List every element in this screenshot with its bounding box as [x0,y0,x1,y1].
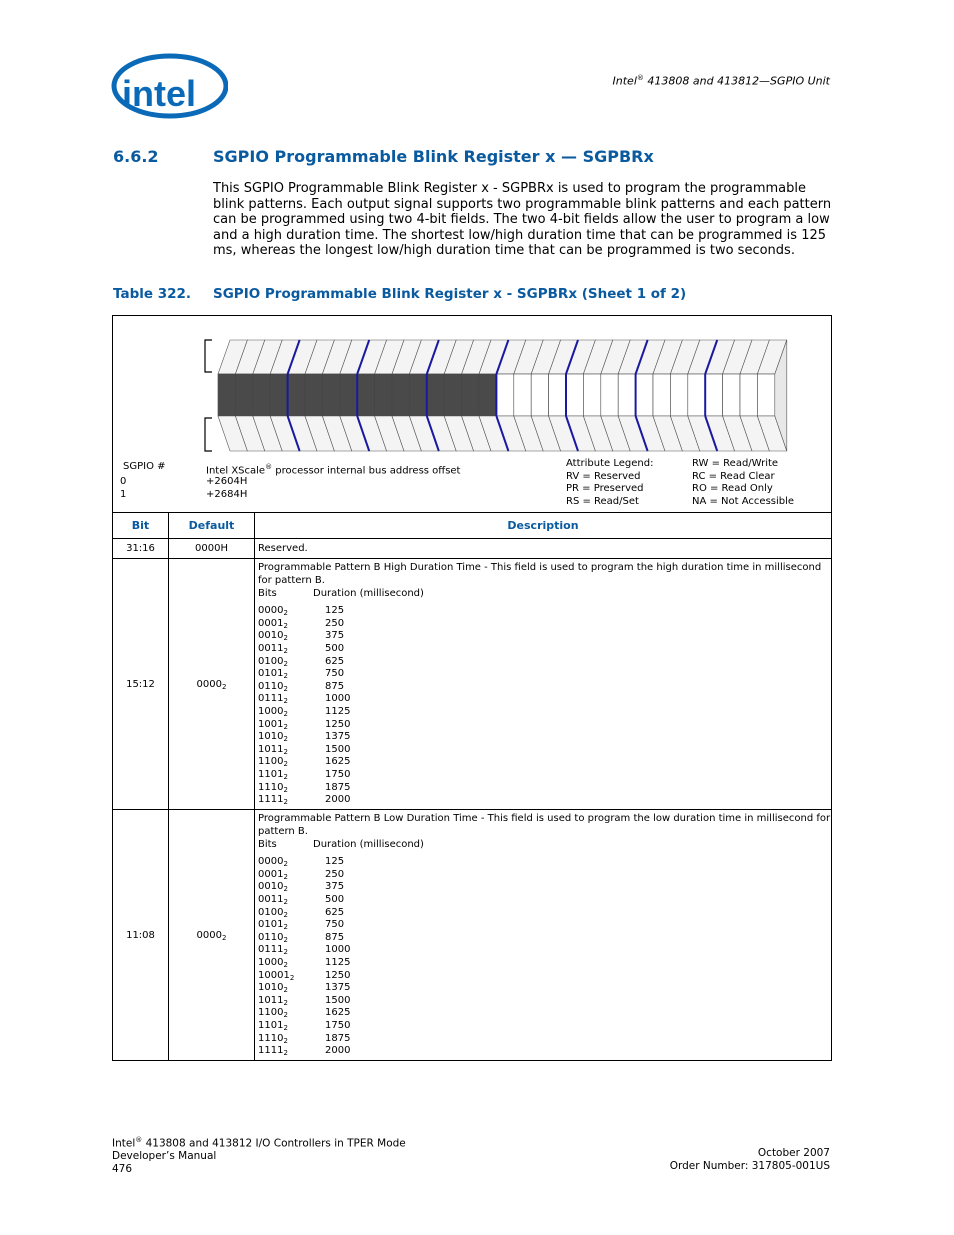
bit-cell [740,374,757,416]
duration-row: $0111_2$ 1000 [258,944,351,957]
legend-item: RC = Read Clear [692,471,775,482]
duration-list [258,856,831,1060]
duration-row: $0110_2$ 875 [258,680,345,693]
footer-left: Intel® 413808 and 413812 I/O Controllers in TPER Mode Developer’s Manual 476 [112,1136,406,1175]
section-body: This SGPIO Programmable Blink Register x - SGPBRx is used to program the programmable blink patterns. Each output signal supports two programmable blink patterns and each pattern can be programmed using two 4-bit fields. The two 4-bit fields allow the user to program a low and a high duration time. The shortest low/high duration time that can be programmed is 125 ms, whereas the longest low/high duration time that can be programmed is two seconds. [213,181,832,258]
sgpio-label: SGPIO # [123,461,166,472]
bit-cell [723,374,740,416]
bit-cell [462,374,479,416]
duration-row: $1001_2$ 1250 [258,718,351,731]
duration-row: $1011_2$ 1500 [258,743,351,756]
offset-1: +2684H [206,489,248,500]
bit-cell [444,374,461,416]
duration-row: $0101_2$ 750 [258,919,345,932]
duration-row: $0100_2$ 625 [258,906,345,919]
duration-row: $0010_2$ 375 [258,881,345,894]
duration-row: $1010_2$ 1375 [258,731,351,744]
bit-cell [235,374,252,416]
sgpio-num-0: 0 [120,476,127,487]
bit-cell [496,374,513,416]
col-header-bit: Bit [113,513,169,539]
duration-row: $1000_2$ 1125 [258,957,351,969]
legend-item: RS = Read/Set [566,496,639,507]
bit-cell [549,374,566,416]
section-heading: 6.6.2 SGPIO Programmable Blink Register x — SGPBRx [113,147,654,166]
default-cell: $0000_2$ [169,810,255,1061]
bit-cell [218,374,235,416]
duration-row: $0010_2$ 375 [258,630,345,643]
bit-cell: 11:08 [113,810,169,1061]
running-header: Intel® 413808 and 413812—SGPIO Unit [612,74,830,88]
col-header-default: Default [169,513,255,539]
duration-list [258,605,831,809]
duration-row: $0001_2$ 250 [258,617,345,630]
legend-title: Attribute Legend: [566,458,654,469]
bit-cell [688,374,705,416]
table-row [113,559,832,810]
table-caption: Table 322. SGPIO Programmable Blink Register x - SGPBRx (Sheet 1 of 2) [113,286,687,302]
bit-cell [357,374,374,416]
bit-cell [288,374,305,416]
bit-cell [670,374,687,416]
table-row [113,539,832,559]
duration-row: $0101_2$ 750 [258,668,345,681]
bit-cell [601,374,618,416]
bit-cell: 31:16 [113,539,169,559]
offset-label: Intel XScale® processor internal bus address offset [206,463,461,477]
duration-row: $1110_2$ 1875 [258,1032,351,1045]
footer-right: October 2007 Order Number: 317805-001US [669,1147,830,1172]
offset-0: +2604H [206,476,248,487]
duration-row: $0000_2$ 125 [258,856,345,869]
bracket-top [205,340,212,372]
duration-row: $0011_2$ 500 [258,894,345,907]
bracket-bottom [205,418,212,451]
bit-cell [375,374,392,416]
duration-row: $0011_2$ 500 [258,643,345,656]
bit-cell [514,374,531,416]
bit-cell [322,374,339,416]
bit-cell [305,374,322,416]
bit-cell [270,374,287,416]
default-cell: $0000_2$ [169,559,255,810]
table-row [113,810,832,1061]
duration-row: $0100_2$ 625 [258,655,345,668]
description-cell: Programmable Pattern B High Duration Time - This field is used to program the high duration time in millisecond for pattern B. Bits Duration (millisecond) $0000_2$ 125 $0001_2$ 250 $0010_2$ 375 $0011_2$ 500 $0100_2$ 625 $0101_2$ 750 $0110_2$ 875 $0111_2$ 1000 $1000_2$ 1125 $1001_2$ 1250 $1010_2$ 1375 $1011_2$ 1500 $1100_2$ 1625 $1101_2$ 1750 $1110_2$ 1875 $1111_2$ 2000 [255,559,832,810]
bit-cell [583,374,600,416]
duration-row: $1101_2$ 1750 [258,768,351,781]
description-cell: Reserved. [255,539,832,559]
duration-row: $0111_2$ 1000 [258,693,351,706]
col-header-description: Description [255,513,832,539]
duration-row: $0001_2$ 250 [258,868,345,881]
duration-row: $1111_2$ 2000 [258,794,351,807]
default-cell: 0000H [169,539,255,559]
bit-cell [340,374,357,416]
description-cell: Programmable Pattern B Low Duration Time - This field is used to program the low duration time in millisecond for pattern B. Bits Duration (millisecond) $0000_2$ 125 $0001_2$ 250 $0010_2$ 375 $0011_2$ 500 $0100_2$ 625 $0101_2$ 750 $0110_2$ 875 $0111_2$ 1000 $1000_2$ 1125 $10001_2$ 1250 $1010_2$ 1375 $1011_2$ 1500 $1100_2$ 1625 $1101_2$ 1750 $1110_2$ 1875 $1111_2$ 2000 [255,810,832,1061]
duration-row: $1111_2$ 2000 [258,1045,351,1058]
bit-cell [427,374,444,416]
bit-cell [409,374,426,416]
duration-row: $0110_2$ 875 [258,931,345,944]
sgpio-num-1: 1 [120,489,127,500]
legend-item: RV = Reserved [566,471,641,482]
legend-item: PR = Preserved [566,483,644,494]
bit-cell [618,374,635,416]
duration-row: $10001_2$ 1250 [258,969,351,982]
legend-item: NA = Not Accessible [692,496,795,507]
legend-item: RO = Read Only [692,483,773,494]
duration-row: $1100_2$ 1625 [258,756,351,769]
duration-row: $1100_2$ 1625 [258,1007,351,1020]
bit-cell [653,374,670,416]
bit-cell [392,374,409,416]
legend-item: RW = Read/Write [692,458,779,469]
duration-row: $1010_2$ 1375 [258,982,351,995]
bit-cell [705,374,722,416]
register-description-table [112,512,832,1061]
duration-row: $1000_2$ 1125 [258,706,351,718]
bit-cell [253,374,270,416]
bit-cell [636,374,653,416]
duration-row: $0000_2$ 125 [258,605,345,618]
bit-cell [757,374,774,416]
svg-text:intel: intel [122,73,197,114]
intel-logo [108,48,228,128]
bit-cell: 15:12 [113,559,169,810]
bit-cell [531,374,548,416]
bit-cell [566,374,583,416]
duration-row: $1011_2$ 1500 [258,994,351,1007]
register-diagram [112,315,832,513]
bit-cell [479,374,496,416]
duration-row: $1101_2$ 1750 [258,1019,351,1032]
table-header-row [113,513,832,539]
duration-row: $1110_2$ 1875 [258,781,351,794]
